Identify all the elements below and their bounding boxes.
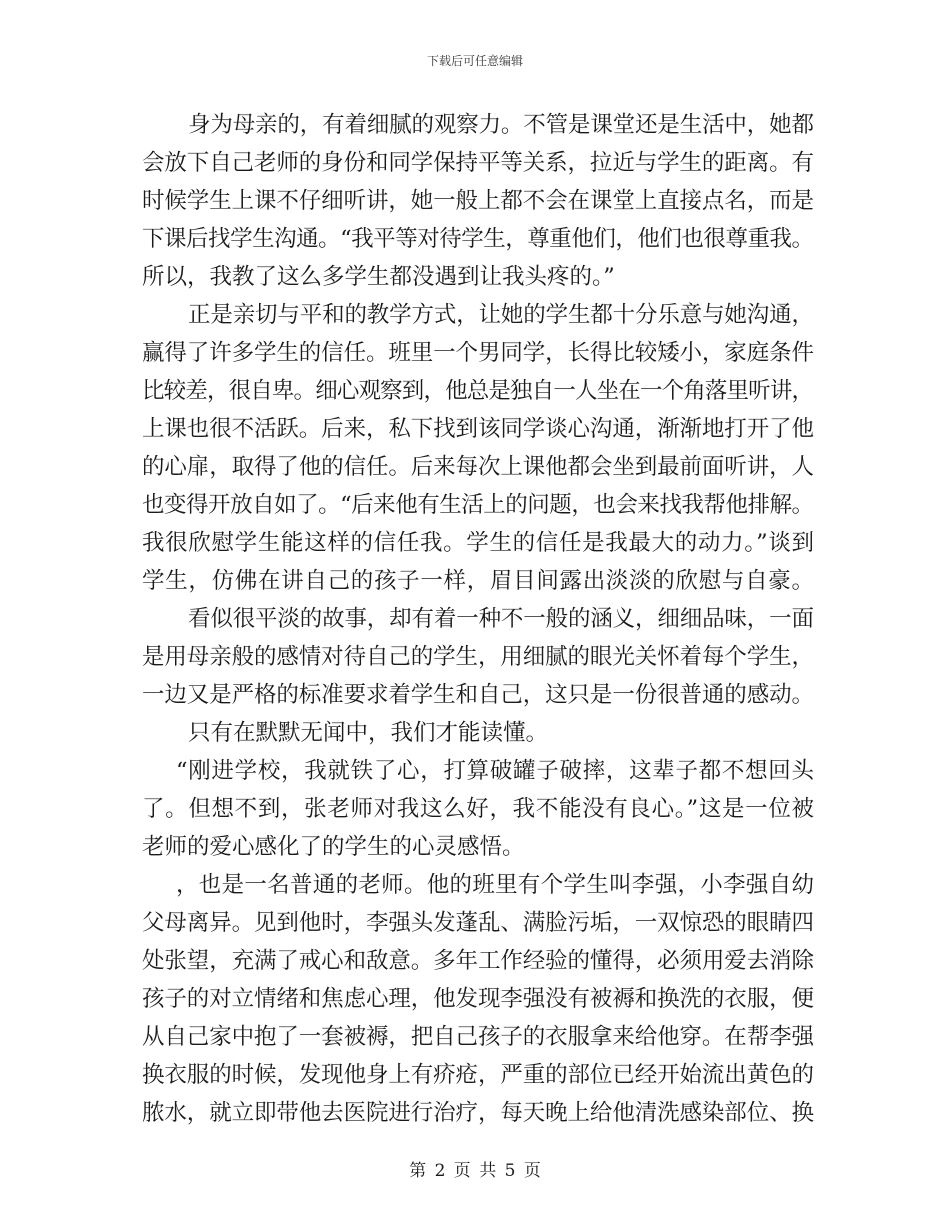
text-line: 下课后找学生沟通。“我平等对待学生，尊重他们，他们也很尊重我。 <box>142 226 814 252</box>
text-line: 赢得了许多学生的信任。班里一个男同学，长得比较矮小，家庭条件 <box>142 340 814 366</box>
text-line: 的心扉，取得了他的信任。后来每次上课他都会坐到最前面听讲，人 <box>142 454 814 480</box>
text-line: 父母离异。见到他时，李强头发蓬乱、满脸污垢，一双惊恐的眼睛四 <box>142 910 814 936</box>
text-line: ，也是一名普通的老师。他的班里有个学生叫李强，小李强自幼 <box>176 872 815 898</box>
page-header: 下载后可任意编辑 <box>426 54 523 68</box>
text-line: “刚进学校，我就铁了心，打算破罐子破摔，这辈子都不想回头 <box>176 758 815 784</box>
text-line: 学生，仿佛在讲自己的孩子一样，眉目间露出淡淡的欣慰与自豪。 <box>142 568 815 594</box>
text-line: 身为母亲的，有着细腻的观察力。不管是课堂还是生活中，她都 <box>188 112 814 138</box>
text-line: 了。但想不到，张老师对我这么好，我不能没有良心。”这是一位被 <box>142 796 815 822</box>
text-line: 所以，我教了这么多学生都没遇到让我头疼的。” <box>142 264 615 290</box>
text-line: 正是亲切与平和的教学方式，让她的学生都十分乐意与她沟通， <box>188 302 814 328</box>
text-line: 也变得开放自如了。“后来他有生活上的问题，也会来找我帮他排解。 <box>142 492 814 518</box>
text-line: 看似很平淡的故事，却有着一种不一般的涵义，细细品味，一面 <box>188 606 814 632</box>
text-line: 我很欣慰学生能这样的信任我。学生的信任是我最大的动力。”谈到 <box>142 530 815 556</box>
text-line: 一边又是严格的标准要求着学生和自己，这只是一份很普通的感动。 <box>142 682 814 708</box>
text-line: 换衣服的时候，发现他身上有疥疮，严重的部位已经开始流出黄色的 <box>142 1062 814 1088</box>
text-line: 时候学生上课不仔细听讲，她一般上都不会在课堂上直接点名，而是 <box>142 188 814 214</box>
text-line: 比较差，很自卑。细心观察到，他总是独自一人坐在一个角落里听讲， <box>142 378 814 404</box>
document-body <box>142 106 814 1132</box>
page-footer: 第 2 页 共 5 页 <box>409 1161 541 1181</box>
text-line: 从自己家中抱了一套被褥，把自己孩子的衣服拿来给他穿。在帮李强 <box>142 1024 814 1050</box>
text-line: 只有在默默无闻中，我们才能读懂。 <box>188 720 549 746</box>
text-line: 脓水，就立即带他去医院进行治疗，每天晚上给他清洗感染部位、换 <box>142 1100 814 1126</box>
text-line: 是用母亲般的感情对待自己的学生，用细腻的眼光关怀着每个学生， <box>142 644 814 670</box>
text-line: 孩子的对立情绪和焦虑心理，他发现李强没有被褥和换洗的衣服，便 <box>142 986 814 1012</box>
text-line: 上课也很不活跃。后来，私下找到该同学谈心沟通，渐渐地打开了他 <box>142 416 814 442</box>
text-line: 会放下自己老师的身份和同学保持平等关系，拉近与学生的距离。有 <box>142 150 814 176</box>
text-line: 处张望，充满了戒心和敌意。多年工作经验的懂得，必须用爱去消除 <box>142 948 814 974</box>
text-line: 老师的爱心感化了的学生的心灵感悟。 <box>142 834 525 860</box>
